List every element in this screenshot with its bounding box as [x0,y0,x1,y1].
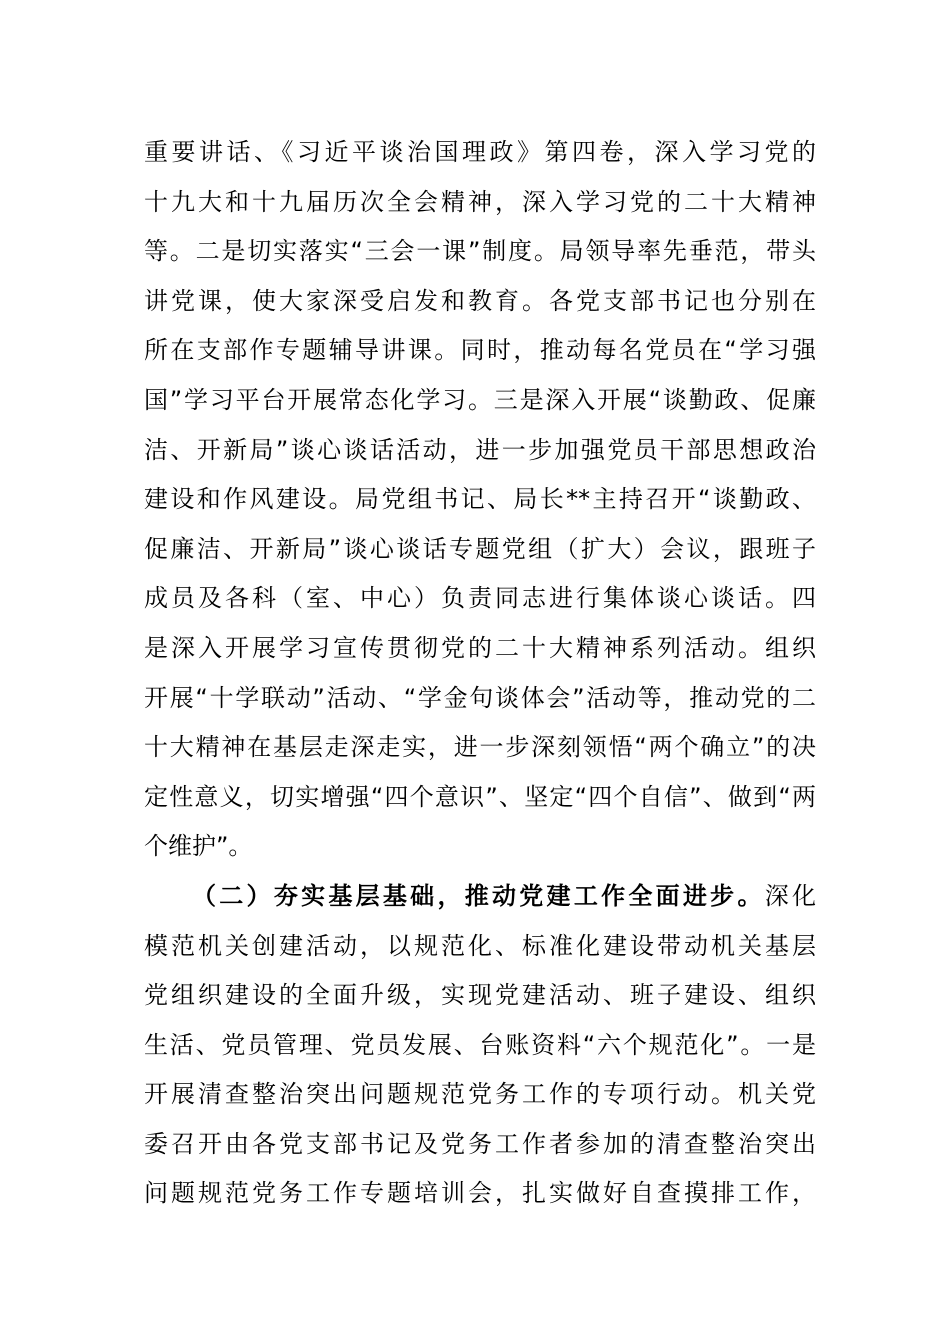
section-heading: （二）夯实基层基础，推动党建工作全面进步。 [192,881,765,910]
section-heading-line [144,872,816,922]
text-line: 国”学习平台开展常态化学习。三是深入开展“谈勤政、促廉 [144,385,816,414]
text-line: 等。二是切实落实“三会一课”制度。局领导率先垂范，带头 [144,237,816,266]
text-line: 生活、党员管理、党员发展、台账资料“六个规范化”。一是 [144,1030,816,1059]
paragraph-2 [144,872,816,1219]
text-line: 委召开由各党支部书记及党务工作者参加的清查整治突出 [144,1129,816,1158]
paragraph-1 [144,128,816,872]
text-line: 模范机关创建活动，以规范化、标准化建设带动机关基层 [144,931,816,960]
text-line: 重要讲话、《习近平谈治国理政》第四卷，深入学习党的 [144,138,816,166]
text-line: 洁、开新局”谈心谈话活动，进一步加强党员干部思想政治 [144,435,816,464]
heading-line-continuation: 深化 [764,881,817,910]
document-body [144,128,816,1219]
text-line: 开展清查整治突出问题规范党务工作的专项行动。机关党 [144,1080,816,1109]
text-line: 定性意义，切实增强“四个意识”、坚定“四个自信”、做到“两 [144,782,816,811]
text-line: 个维护”。 [144,832,253,861]
text-line: 开展“十学联动”活动、“学金句谈体会”活动等，推动党的二 [144,683,816,712]
text-line: 所在支部作专题辅导讲课。同时，推动每名党员在“学习强 [144,336,816,365]
text-line: 讲党课，使大家深受启发和教育。各党支部书记也分别在 [144,286,816,315]
text-line: 成员及各科（室、中心）负责同志进行集体谈心谈话。四 [144,584,816,613]
text-line: 十大精神在基层走深走实，进一步深刻领悟“两个确立”的决 [144,733,816,762]
text-line: 十九大和十九届历次全会精神，深入学习党的二十大精神 [144,187,816,216]
text-line: 促廉洁、开新局”谈心谈话专题党组（扩大）会议，跟班子 [144,534,816,563]
text-line: 问题规范党务工作专题培训会，扎实做好自查摸排工作， [144,1179,816,1208]
text-line: 建设和作风建设。局党组书记、局长**主持召开“谈勤政、 [144,485,816,514]
text-line: 是深入开展学习宣传贯彻党的二十大精神系列活动。组织 [144,633,816,662]
text-line: 党组织建设的全面升级，实现党建活动、班子建设、组织 [144,981,816,1010]
